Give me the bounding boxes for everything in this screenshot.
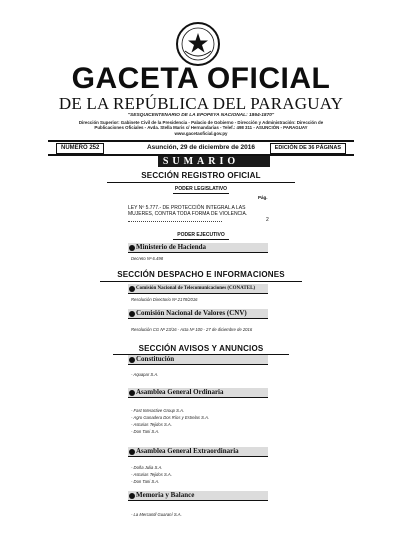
- gazette-motto: "SESQUICENTENARIO DE LA EPOPEYA NACIONAL: 1864-1870": [127, 113, 275, 118]
- bullet-dot-icon: [129, 493, 135, 499]
- pag-label: Pág.: [258, 195, 268, 200]
- gazette-title: GACETA OFICIAL: [71, 62, 331, 95]
- bullet-dot-icon: [129, 286, 135, 292]
- direction-line: Dirección Superior: Gabinete Civil de la Presidencia - Palacio de Gobierno - Dirección y Administración: Dirección de: [78, 120, 324, 125]
- list-item: - Don Tani S.A.: [131, 479, 160, 484]
- section-registro-title: SECCIÓN REGISTRO OFICIAL: [141, 171, 261, 180]
- poder-ejecutivo-label: PODER EJECUTIVO: [177, 232, 225, 238]
- cnv-header: [128, 309, 268, 319]
- ordinaria-label: Asamblea General Ordinaria: [136, 388, 224, 396]
- memoria-header: [128, 491, 268, 501]
- law-line: LEY Nº 5.777.- DE PROTECCIÓN INTEGRAL A LAS: [128, 205, 246, 211]
- bullet-dot-icon: [129, 390, 135, 396]
- section-avisos-title: SECCIÓN AVISOS Y ANUNCIOS: [138, 344, 264, 353]
- law-entry: [128, 205, 270, 225]
- divider: [173, 239, 229, 240]
- list-item: - Doña Julia S.A.: [131, 465, 163, 470]
- edition-infobar: [48, 140, 354, 156]
- website-text: www.gacetaoficial.gov.py: [174, 130, 228, 136]
- memoria-label: Memoria y Balance: [136, 491, 195, 499]
- list-item: - Asturias Tejidos S.A.: [131, 422, 172, 427]
- cnv-entry: Resolución CG Nº 23/16 - Acta Nº 100 - 27 de diciembre de 2016: [131, 327, 253, 332]
- cnv-label: Comisión Nacional de Valores (CNV): [136, 309, 247, 317]
- ministerio-label: Ministerio de Hacienda: [136, 243, 206, 251]
- bullet-dot-icon: [129, 311, 135, 317]
- conatel-entry: Resolución Directorio Nº 2178/2016: [131, 297, 198, 302]
- dot-leader: [128, 217, 222, 222]
- list-item: - Asturias Tejidos S.A.: [131, 472, 172, 477]
- gazette-subtitle: DE LA REPÚBLICA DEL PARAGUAY: [58, 94, 344, 113]
- law-page-number: 2: [266, 217, 269, 223]
- divider: [100, 281, 302, 282]
- paraguay-seal-icon: [175, 21, 221, 67]
- direction-block: [48, 120, 354, 136]
- decreto-entry: Decreto Nº 6.498: [131, 256, 164, 261]
- bullet-dot-icon: [129, 449, 135, 455]
- constitucion-label: Constitución: [136, 355, 175, 363]
- law-line: MUJERES, CONTRA TODA FORMA DE VIOLENCIA.: [128, 211, 248, 218]
- poder-legislativo-label: PODER LEGISLATIVO: [174, 186, 228, 192]
- divider: [173, 193, 229, 194]
- edition-number: NÚMERO 252: [56, 143, 104, 154]
- edition-date: Asunción, 29 de diciembre de 2016: [146, 144, 255, 151]
- ordinaria-header: [128, 388, 268, 398]
- divider: [107, 182, 295, 183]
- list-item: - Aquapar S.A.: [131, 372, 159, 377]
- conatel-label: Comisión Nacional de Telecomunicaciones (CONATEL): [136, 286, 256, 291]
- ministerio-hacienda-header: [128, 243, 268, 253]
- section-despacho-title: SECCIÓN DESPACHO E INFORMACIONES: [117, 270, 285, 279]
- list-item: - La Mercantil Guaraní S.A.: [131, 512, 182, 517]
- bullet-dot-icon: [129, 245, 135, 251]
- bullet-dot-icon: [129, 357, 135, 363]
- list-item: - Fast Interactive Group S.A.: [131, 408, 185, 413]
- constitucion-header: [128, 355, 268, 365]
- list-item: - Don Tani S.A.: [131, 429, 160, 434]
- extraordinaria-header: [128, 447, 268, 457]
- sumario-label: SUMARIO: [162, 156, 240, 167]
- extraordinaria-label: Asamblea General Extraordinaria: [136, 447, 239, 455]
- conatel-header: [128, 284, 268, 294]
- direction-line: Publicaciones Oficiales - Avda. Stella Maris c/ Hernandarias - Telef.: 498 311 - ASUNCIÓN - PARAGUAY: [94, 125, 308, 131]
- edition-pages: EDICIÓN DE 36 PÁGINAS: [270, 143, 346, 154]
- list-item: - Agro Ganadera Dos Ríos y Estrelas S.A.: [131, 415, 210, 420]
